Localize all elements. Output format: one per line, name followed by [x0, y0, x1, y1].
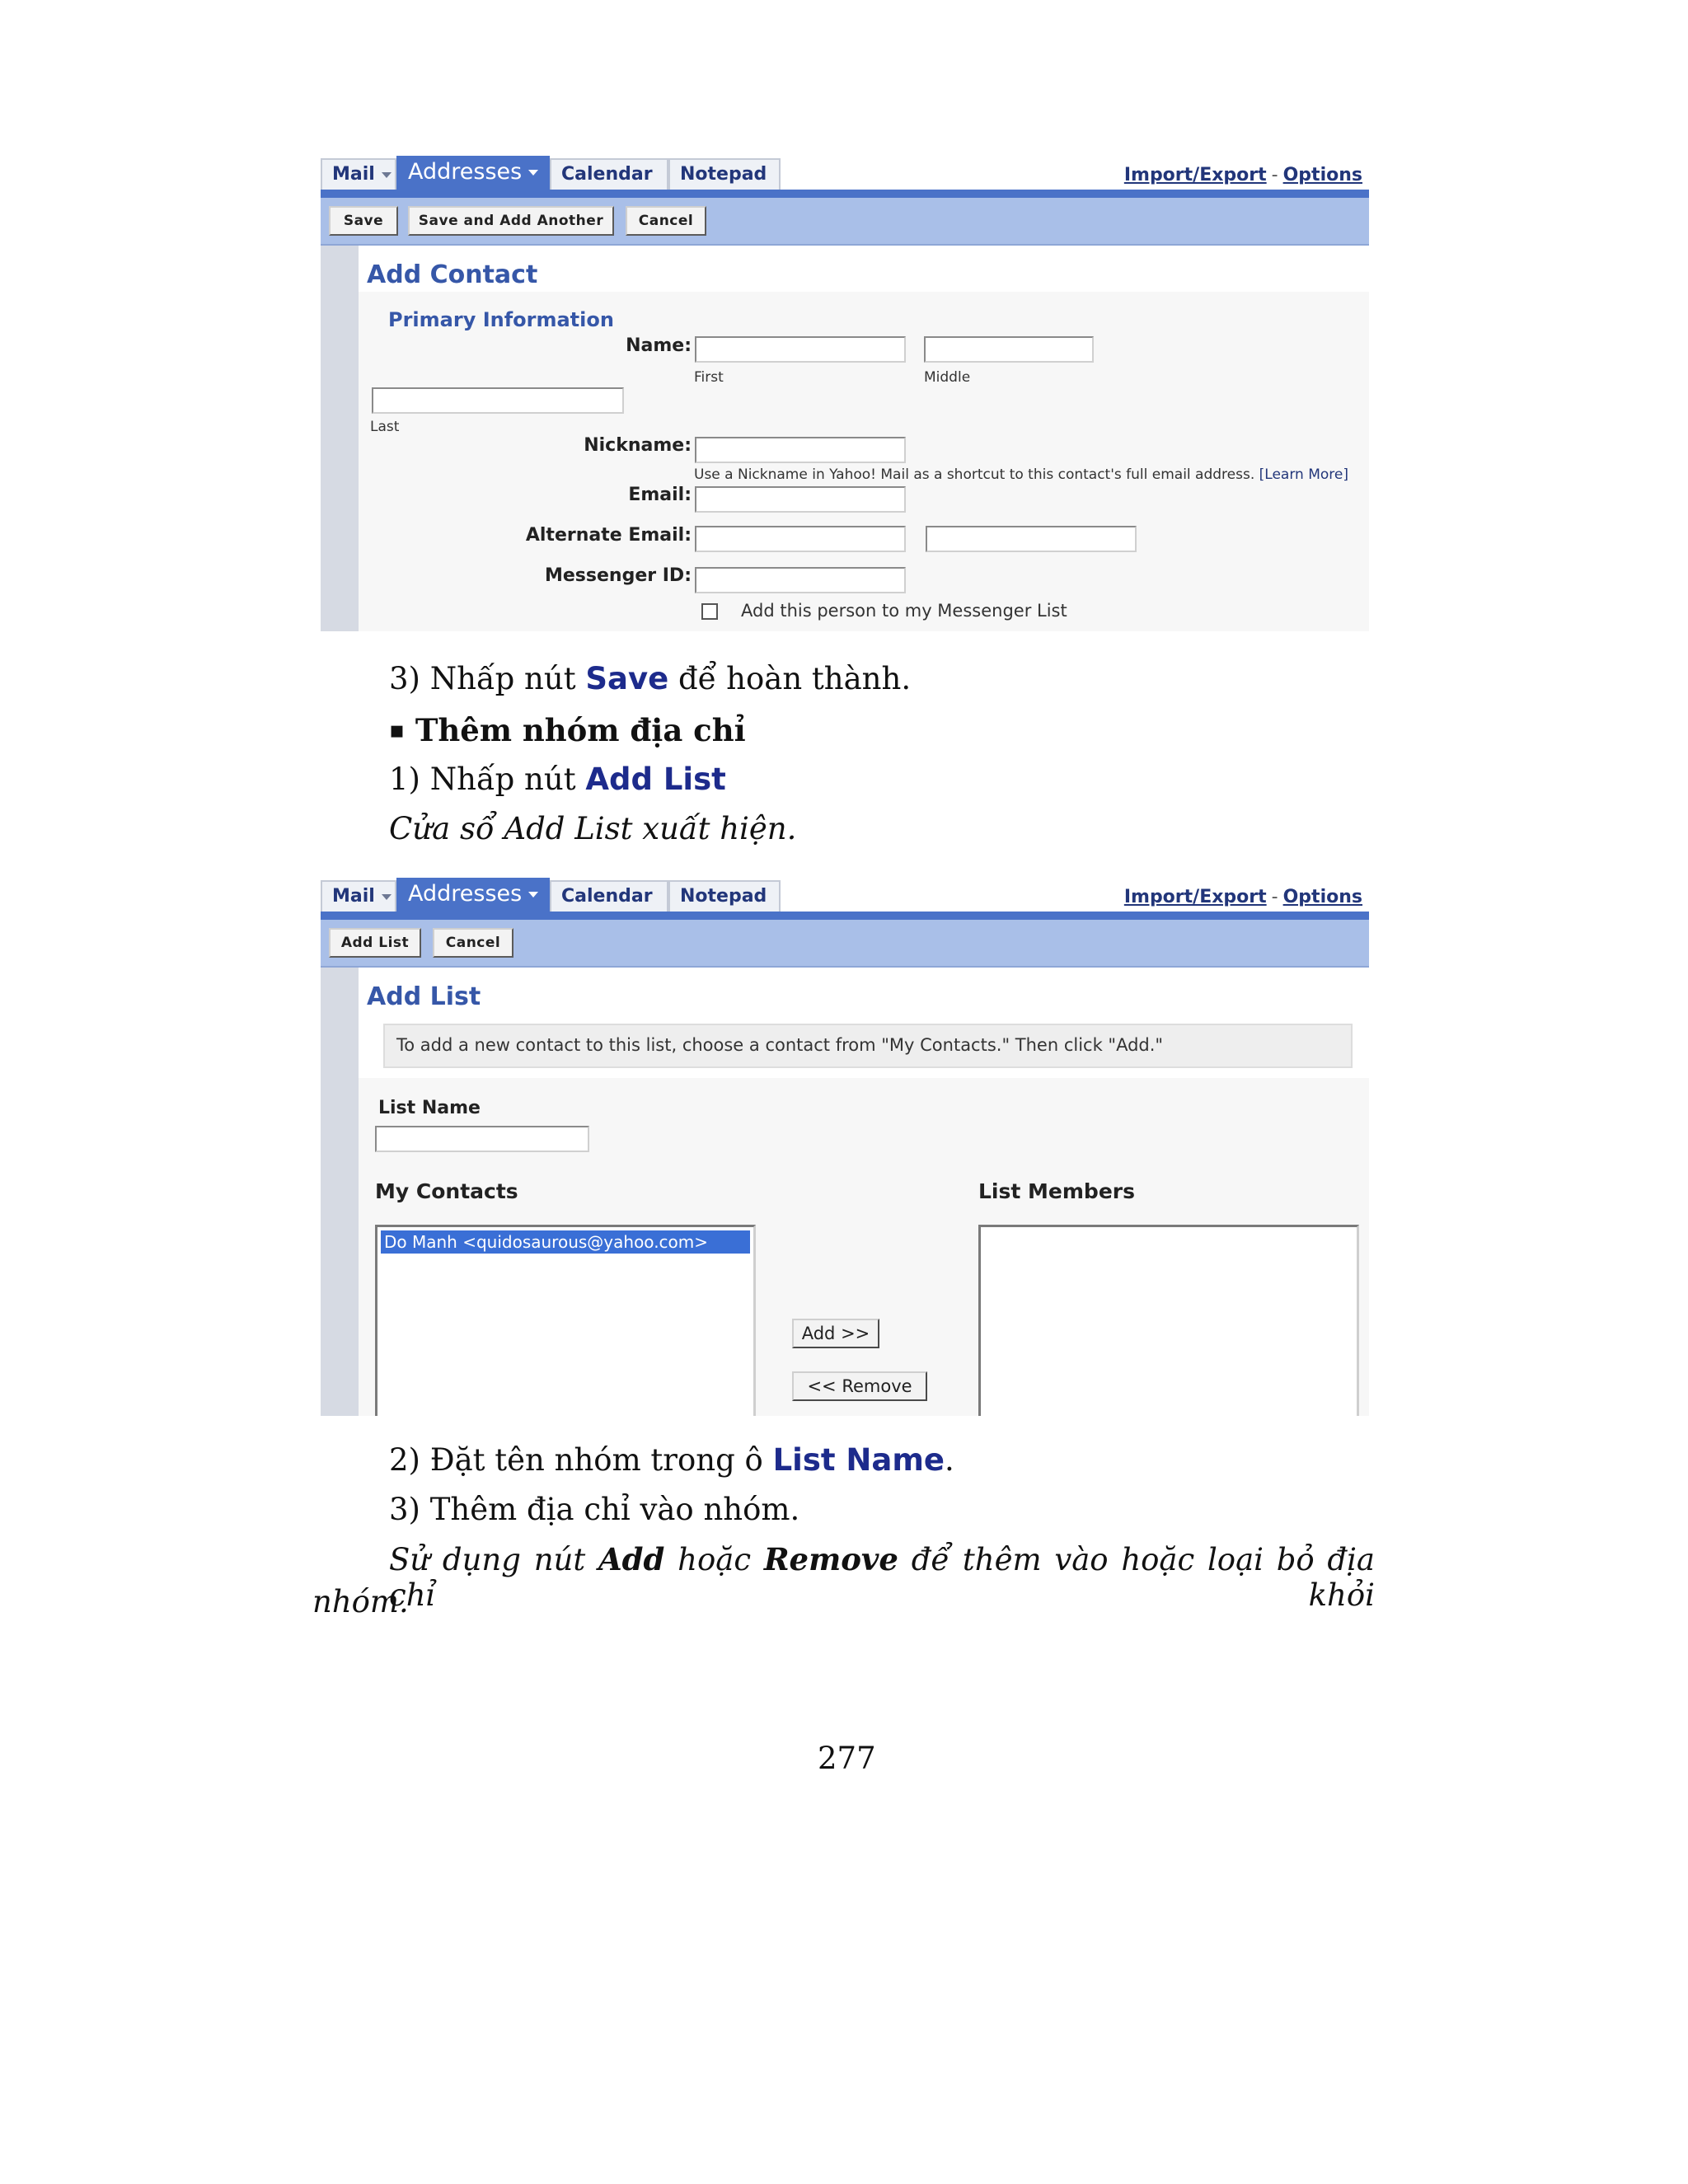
nickname-label: Nickname:: [584, 435, 692, 456]
options-link[interactable]: Options: [1282, 165, 1362, 185]
toolbar: [321, 198, 1369, 246]
add-member-button[interactable]: Add >>: [792, 1319, 879, 1348]
list-name-input[interactable]: [375, 1126, 589, 1152]
list-name-keyword: List Name: [772, 1442, 945, 1478]
messenger-id-label: Messenger ID:: [544, 565, 692, 586]
window-appears-note: Cửa sổ Add List xuất hiện.: [389, 811, 797, 846]
bullet-icon: ▪: [389, 716, 405, 743]
tab-calendar[interactable]: Calendar: [550, 158, 668, 190]
left-strip: [321, 246, 359, 631]
chevron-down-icon: [382, 894, 392, 900]
cancel-button[interactable]: Cancel: [626, 206, 706, 236]
tab-notepad[interactable]: Notepad: [668, 158, 781, 190]
contact-list-item[interactable]: Do Manh <quidosaurous@yahoo.com>: [381, 1230, 750, 1254]
left-strip: [321, 968, 359, 1416]
tab-mail[interactable]: Mail: [321, 880, 396, 912]
alternate-email-input-2[interactable]: [926, 526, 1137, 552]
alternate-email-input-1[interactable]: [695, 526, 906, 552]
link-separator: -: [1271, 887, 1278, 907]
add-list-button[interactable]: Add List: [329, 928, 421, 958]
messenger-list-label: Add this person to my Messenger List: [741, 601, 1067, 621]
messenger-id-input[interactable]: [695, 567, 906, 593]
import-export-link[interactable]: Import/Export: [1123, 165, 1267, 185]
tab-addresses[interactable]: Addresses: [396, 878, 550, 912]
remove-member-button[interactable]: << Remove: [792, 1371, 927, 1401]
nickname-help: [694, 466, 1348, 483]
learn-more-link[interactable]: [Learn More]: [1259, 466, 1348, 483]
page-title: Add Contact: [367, 260, 538, 289]
chevron-down-icon: [528, 170, 538, 176]
tab-mail[interactable]: Mail: [321, 158, 396, 190]
step-3-suffix: để hoàn thành.: [668, 661, 912, 696]
chevron-down-icon: [382, 172, 392, 178]
middle-name-input[interactable]: [924, 336, 1094, 363]
tab-addresses[interactable]: Addresses: [396, 156, 550, 190]
save-button[interactable]: Save: [329, 206, 398, 236]
first-name-input[interactable]: [695, 336, 906, 363]
step-1-prefix: 1) Nhấp nút: [389, 762, 586, 797]
import-export-link[interactable]: Import/Export: [1123, 887, 1267, 907]
page-number: 277: [818, 1741, 876, 1776]
add-list-screenshot: [321, 880, 1369, 1416]
alternate-email-label: Alternate Email:: [525, 525, 692, 546]
email-input[interactable]: [695, 486, 906, 513]
name-label: Name:: [626, 335, 692, 356]
last-name-input[interactable]: [372, 387, 624, 414]
tab-notepad[interactable]: Notepad: [668, 880, 781, 912]
toolbar: [321, 920, 1369, 968]
first-caption: First: [694, 369, 724, 386]
tab-bar: [321, 880, 1369, 913]
step-2-suffix: .: [945, 1442, 954, 1478]
page-title: Add List: [367, 982, 481, 1011]
section-title: Primary Information: [388, 308, 614, 331]
top-links: [1124, 165, 1362, 185]
add-keyword: Add: [598, 1541, 665, 1577]
usage-text-3: để thêm vào hoặc loại bỏ địa chỉ khỏi: [389, 1542, 1375, 1613]
usage-text-2: hoặc: [664, 1542, 764, 1577]
usage-text-1: Sử dụng nút: [389, 1542, 598, 1577]
list-members-label: List Members: [978, 1179, 1135, 1203]
nickname-help-text: Use a Nickname in Yahoo! Mail as a shortcut to this contact's full email address.: [694, 466, 1255, 483]
tab-underline-bar: [321, 190, 1369, 198]
list-members-list[interactable]: [978, 1225, 1359, 1416]
list-name-label: List Name: [378, 1098, 481, 1118]
tab-underline-bar: [321, 912, 1369, 920]
tab-calendar[interactable]: Calendar: [550, 880, 668, 912]
save-keyword: Save: [585, 661, 669, 696]
remove-keyword: Remove: [763, 1541, 898, 1577]
my-contacts-list[interactable]: [375, 1225, 756, 1416]
heading-text: Thêm nhóm địa chỉ: [415, 712, 746, 748]
usage-paragraph-line-1: [389, 1541, 1375, 1613]
nickname-input[interactable]: [695, 437, 906, 463]
add-contact-screenshot: [321, 158, 1369, 631]
middle-caption: Middle: [924, 369, 971, 386]
step-2-list-name: [389, 1442, 954, 1478]
section-heading: [389, 712, 746, 748]
last-caption: Last: [370, 419, 400, 435]
messenger-list-checkbox[interactable]: [701, 603, 718, 620]
step-3-save: [389, 661, 911, 696]
step-2-prefix: 2) Đặt tên nhóm trong ô: [389, 1442, 773, 1478]
step-3-prefix: 3) Nhấp nút: [389, 661, 586, 696]
top-links: [1124, 887, 1362, 907]
step-1-add-list: [389, 762, 726, 797]
add-list-keyword: Add List: [585, 762, 726, 797]
options-link[interactable]: Options: [1282, 887, 1362, 907]
usage-paragraph-line-2: nhóm.: [312, 1584, 409, 1619]
instructions-box: To add a new contact to this list, choose a contact from "My Contacts." Then click "Add.": [383, 1024, 1353, 1068]
step-3-add-addresses: 3) Thêm địa chỉ vào nhóm.: [389, 1492, 800, 1527]
chevron-down-icon: [528, 892, 538, 898]
tab-bar: [321, 158, 1369, 191]
my-contacts-label: My Contacts: [375, 1179, 518, 1203]
link-separator: -: [1271, 165, 1278, 185]
email-label: Email:: [628, 485, 692, 505]
cancel-button[interactable]: Cancel: [433, 928, 513, 958]
save-and-add-another-button[interactable]: Save and Add Another: [408, 206, 614, 236]
